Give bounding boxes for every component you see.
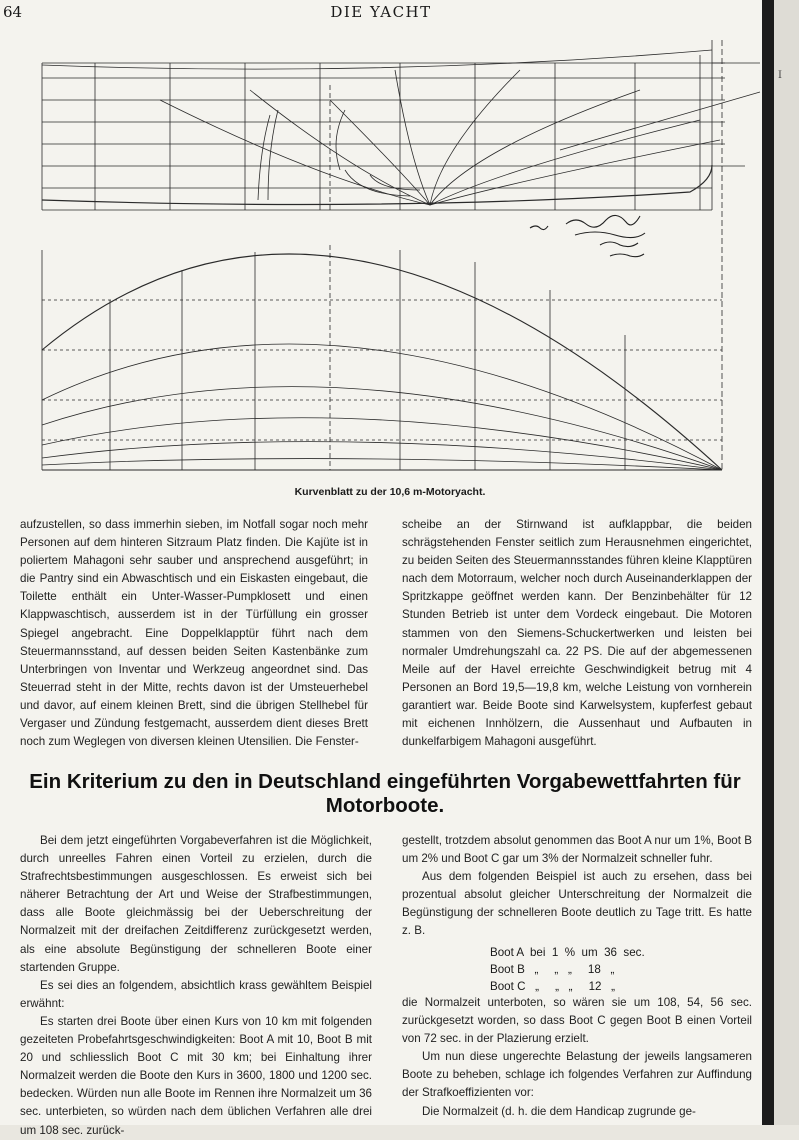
article-left-para-3: Es starten drei Boote über einen Kurs von 10 km mit folgenden gezeiteten Probefahrtsgeschwindigkeiten: Boot A mit 10, Boot B mit 20 und schliesslich Boot C mit 30 km; bei Einhaltung ihrer Normalzeit werden die Boote den Kurs in 3600, 1800 und 1200 sec. bedecken. Würden nun alle Boote im Rennen ihre Normalzeit um 36 sec. unterbieten, so würden nach dem üblichen Verfahren alle drei um 108 sec. zurück-: [20, 1014, 372, 1137]
article-right-para-2: Aus dem folgenden Beispiel ist auch zu ersehen, dass bei prozentual absolut gleicher Unterschreitung der Normalzeit die Begünstigung der schnelleren Boote deutlich zu Tage tritt. Es hatte z. B.: [402, 870, 752, 938]
article-left-column: [20, 832, 372, 1140]
next-page-edge: I: [774, 0, 799, 1125]
page-number: 64: [3, 3, 23, 21]
article-right-column-top: [402, 832, 752, 941]
intro-right-column: [402, 516, 752, 751]
figure-caption: Kurvenblatt zu der 10,6 m-Motoryacht.: [294, 486, 486, 498]
table-row: Boot A bei 1 % um 36 sec.: [490, 946, 645, 959]
intro-left-column: [20, 516, 368, 751]
article-left-para-2: Es sei dies an folgendem, absichtlich krass gewähltem Beispiel erwähnt:: [20, 978, 372, 1010]
example-table: [490, 944, 690, 995]
table-row: Boot B „ „ „ 18 „: [490, 963, 615, 976]
article-right-para-4: Um nun diese ungerechte Belastung der jeweils langsameren Boote zu beheben, schlage ich folgendes Verfahren zur Auffindung der Strafkoeffizienten vor:: [402, 1050, 752, 1100]
article-right-para-3: die Normalzeit unterboten, so wären sie um 108, 54, 56 sec. zurückgesetzt worden, so dass Boot C gegen Boot B einen Vorteil von 72 sec. in der Plazierung erzielt.: [402, 996, 752, 1046]
article-right-column-bottom: [402, 994, 752, 1121]
article-heading: Ein Kriterium zu den in Deutschland eingeführten Vorgabewettfahrten für Motorboote.: [29, 770, 741, 817]
article-right-para-5: Die Normalzeit (d. h. die dem Handicap zugrunde ge-: [422, 1104, 696, 1118]
article-right-para-1: gestellt, trotzdem absolut genommen das Boot A nur um 1%, Boot B um 2% und Boot C gar um 3% der Normalzeit schneller fuhr.: [402, 834, 752, 866]
page-binding: [762, 0, 774, 1125]
running-title: DIE YACHT: [330, 3, 432, 21]
intro-left-text: aufzustellen, so dass immerhin sieben, im Notfall sogar noch mehr Personen auf dem hinteren Sitzraum Platz finden. Die Kajüte ist in poliertem Mahagoni sehr sauber und ansprechend ausgeführt; in die Pantry sind ein Abwaschtisch und ein Eiskasten eingebaut, die Toilette enthält ein Unter-Wasser-Pumpklosett und einen Klappwaschtisch, ausserdem ist in der Türfüllung ein grosser Spiegel angebracht. Eine Doppelklapptür führt nach dem Steuermannsstand, auf dessen beiden Seiten Kastenbänke zum Unterbringen von Inventar und Werkzeug angeordnet sind. Das Steuerrad steht in der Mitte, rechts davon ist der Umsteuerhebel und davor, auf einem kleinen Brett, sind die übrigen Stellhebel für Vergaser und Zündung festgemacht, ausserdem dient dieses Brett noch zum Weglegen von diversen kleinen Utensilien. Die Fenster-: [20, 518, 368, 749]
curve-sheet-drawing: [0, 0, 762, 485]
article-left-para-1: Bei dem jetzt eingeführten Vorgabeverfahren ist die Möglichkeit, durch unreelles Fahren einen Vorteil zu erzielen, durch die Strafrechtsbestimmungen ausgeschlossen. Es erweist sich bei näherer Betrachtung der Art und Weise der Strafbestimmungen, dass alle Boote gleichmässig bei der Ueberschreitung der Normalzeit mit der dreifachen Zeitdifferenz zurückgesetzt werden, als eine absolute Begünstigung der schnelleren Boote einer startenden Gruppe.: [20, 834, 372, 974]
signature-mark: [530, 215, 645, 256]
intro-right-text: scheibe an der Stirnwand ist aufklappbar, die beiden schrägstehenden Fenster seitlich zum Herausnehmen eingerichtet, zu beiden Seiten des Steuermannsstandes führen kleine Klapptüren nach dem Motorraum, welcher noch durch Auseinanderklappen der Spritzkappe geöffnet werden kann. Der Benzinbehälter für 12 Stunden Betrieb ist unter dem Vordeck eingebaut. Die Motoren stammen von den Siemens-Schuckertwerken und leisten bei normaler Umdrehungszahl ca. 22 PS. Die auf der abgemessenen Meile auf der Havel erreichte Geschwindigkeit betrug mit 4 Personen an Bord 19,5—19,8 km, welche Leistung von vornherein garantiert war. Beide Boote sind Karwelsystem, kupferfest gebaut mit eichenen Innhölzern, die Aussenhaut und Aufbauten in dunkelfarbigem Mahagoni ausgeführt.: [402, 518, 752, 749]
table-row: Boot C „ „ „ 12 „: [490, 980, 615, 993]
